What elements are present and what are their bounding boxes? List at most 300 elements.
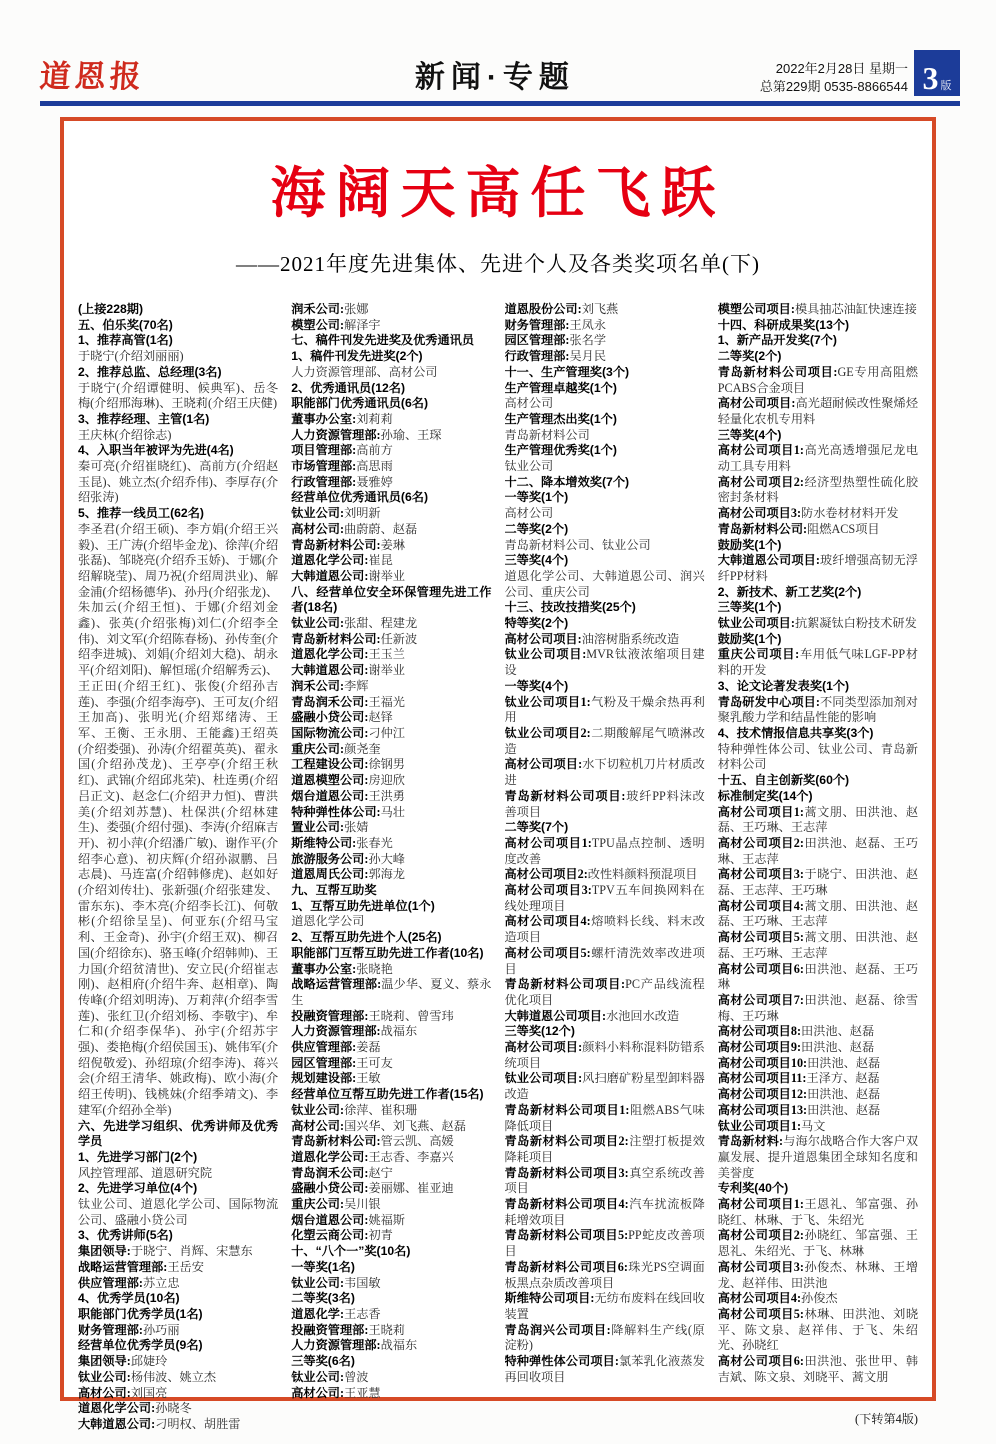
sub-heading: 生产管理杰出奖(1个) <box>504 411 617 426</box>
item-label: 特种弹性体公司项目: <box>504 1354 619 1369</box>
sub-heading: 职能部门互帮互助先进工作者(10名) <box>291 945 484 960</box>
list-item: 青岛新材料公司:阻燃ACS项目 <box>717 521 880 536</box>
sub-heading: 二等奖(3名) <box>291 1291 355 1306</box>
item-label: 高材公司项目3: <box>717 867 804 882</box>
list-item: 钛业公司 <box>504 459 554 474</box>
masthead-divider <box>40 101 960 106</box>
item-label: 高材公司项目11: <box>717 1071 807 1086</box>
list-item: 风控管理部、道恩研究院 <box>78 1165 213 1180</box>
item-label: 高材公司: <box>291 521 345 536</box>
sub-heading: 生产管理优秀奖(1个) <box>504 443 617 458</box>
list-item: 青岛研发中心项目:不同类型添加剂对聚乳酸力学和结晶性能的影响 <box>717 694 918 725</box>
list-item: 于晓宁(介绍谭健明、候典军)、岳冬梅(介绍邢海琳)、王晓莉(介绍王庆健) <box>78 380 279 411</box>
item-label: 盛融小贷公司: <box>291 710 369 725</box>
article-column-2 <box>291 302 491 1444</box>
sub-heading: 职能部门优秀通讯员(6名) <box>291 396 429 411</box>
sub-heading: 三等奖(1个) <box>717 600 782 615</box>
list-item: 供应管理部:姜磊 <box>291 1040 381 1055</box>
item-label: 斯维特公司项目: <box>504 1291 595 1306</box>
item-label: 高材公司项目2: <box>717 474 804 489</box>
list-item: 高材公司项目:油溶树脂系统改造 <box>504 631 680 646</box>
item-label: 青岛新材料公司: <box>291 1134 381 1149</box>
item-label: 投融资管理部: <box>291 1008 369 1023</box>
article-column-1 <box>78 302 278 1444</box>
item-label: 润禾公司: <box>291 678 345 693</box>
list-item: 钛业公司:刘明新 <box>291 506 381 521</box>
list-item: 润禾公司:张娜 <box>291 302 369 316</box>
list-item: 斯维特公司项目:无纺布废料在线回收装置 <box>504 1291 705 1321</box>
list-item: 项目管理部:高前方 <box>291 443 393 458</box>
sub-heading: 二等奖(2个) <box>717 349 782 364</box>
list-item: 道恩股份公司:刘飞燕 <box>504 302 619 316</box>
item-label: 道恩化学公司: <box>291 1149 369 1164</box>
item-label: 钛业公司: <box>291 506 345 521</box>
list-item: 人力资源管理部:战福东 <box>291 1338 418 1353</box>
section-heading: 八、经营单位安全环保管理先进工作者(18名) <box>291 584 492 615</box>
sub-heading: 一等奖(4个) <box>504 678 569 693</box>
list-item: 钛业公司项目:抗絮凝钛白粉技术研发 <box>717 616 917 631</box>
item-label: 供应管理部: <box>78 1275 143 1290</box>
list-item: 高材公司项目5:螺杆清洗效率改进项目 <box>504 945 705 976</box>
list-item: 钛业公司项目2:二期酸解尾气喷淋改造 <box>504 725 705 756</box>
list-item: 青岛新材料公司、钛业公司 <box>504 537 651 552</box>
list-item: 高材公司项目8:田洪池、赵磊 <box>717 1024 875 1039</box>
list-item: 青岛新材料公司项目4:汽车扰流板降耗增效项目 <box>504 1197 705 1227</box>
item-label: 董事办公室: <box>291 961 357 976</box>
item-label: 模塑公司: <box>291 317 345 332</box>
item-label: 董事办公室: <box>291 411 357 426</box>
list-item: 润禾公司:李辉 <box>291 678 369 693</box>
list-item: 园区管理部:张名学 <box>504 333 607 348</box>
list-item: 青岛新材料公司项目6:珠光PS空调面板黑点杂质改善项目 <box>504 1259 705 1290</box>
item-label: 高材公司项目: <box>504 1040 583 1055</box>
item-label: 青岛新材料: <box>717 1134 784 1149</box>
list-item: 高材公司项目11:王泽方、赵磊 <box>717 1071 880 1086</box>
section-heading: 七、稿件刊发先进奖及优秀通讯员 <box>291 333 475 348</box>
newspaper-logo: 道恩报 <box>38 59 147 94</box>
list-item: 行政管理部:聂雅婷 <box>291 474 393 489</box>
item-label: 行政管理部: <box>291 474 357 489</box>
list-item: 青岛新材料公司项目3:真空系统改善项目 <box>504 1165 705 1196</box>
list-item: 道恩化学:王志香 <box>291 1307 381 1321</box>
list-item: 高材公司项目2:田洪池、赵磊、王巧琳、王志萍 <box>717 835 918 866</box>
item-label: 青岛新材料公司项目1: <box>504 1102 630 1117</box>
sub-heading: 4、入职当年被评为先进(4名) <box>78 443 234 458</box>
item-label: 高材公司项目3: <box>717 506 802 521</box>
item-label: 项目管理部: <box>291 443 357 458</box>
sub-heading: 1、推荐高管(1名) <box>78 333 173 348</box>
list-item: 青岛新材料公司:管云凯、高媛 <box>291 1134 454 1149</box>
list-item: 道恩化学公司:王玉兰 <box>291 647 405 662</box>
list-item: 高材公司项目1:蒿文朋、田洪池、赵磊、王巧琳、王志萍 <box>717 804 918 835</box>
list-item: 烟台道恩公司:姚福斯 <box>291 1212 405 1227</box>
list-item: 盛融小贷公司:赵铎 <box>291 710 393 725</box>
sub-heading: 1、稿件刊发先进奖(2个) <box>291 349 423 364</box>
list-item: 钛业公司:曾波 <box>291 1369 369 1384</box>
item-label: 钛业公司项目: <box>504 1071 583 1086</box>
item-label: 烟台道恩公司: <box>291 1212 369 1227</box>
item-label: 高材公司项目8: <box>717 1024 802 1039</box>
list-item: 高材公司项目3:TPV五车间换网料在线处理项目 <box>504 883 705 913</box>
item-label: 青岛新材料公司项目: <box>504 788 626 803</box>
list-item: 大韩道恩公司项目:玻纤增强高韧无浮纤PP材料 <box>717 553 918 583</box>
item-label: 道恩化学公司: <box>78 1401 156 1416</box>
item-label: 大韩道恩公司: <box>291 663 369 678</box>
list-item: 大韩道恩公司:谢举业 <box>291 568 405 583</box>
list-item: 高材公司项目2:改性料颜料预混项目 <box>504 867 698 882</box>
list-item: 集团领导:邱婕玲 <box>78 1354 168 1369</box>
list-item: 青岛润禾公司:赵宁 <box>291 1165 393 1180</box>
list-item: 集团领导:于晓宁、肖辉、宋慧东 <box>78 1244 253 1259</box>
item-label: 青岛新材料公司项目3: <box>504 1165 629 1180</box>
sub-heading: 4、优秀学员(10名) <box>78 1291 180 1306</box>
list-item: 重庆公司项目:车用低气味LGF-PP材料的开发 <box>717 647 918 678</box>
item-label: 高材公司项目4: <box>717 1291 802 1306</box>
list-item: 青岛新材料公司:任新波 <box>291 631 418 646</box>
item-label: 重庆公司: <box>291 741 345 756</box>
list-item: 高材公司项目3:防水卷材材料开发 <box>717 506 899 521</box>
item-label: 供应管理部: <box>291 1040 357 1055</box>
sub-heading: 2、优秀通讯员(12名) <box>291 380 406 395</box>
item-label: 战略运营管理部: <box>78 1259 168 1274</box>
sub-heading: 三等奖(12个) <box>504 1024 575 1039</box>
sub-heading: 1、互帮互助先进单位(1个) <box>291 898 435 913</box>
item-label: 钛业公司项目: <box>717 616 795 631</box>
item-label: 大韩道恩公司: <box>78 1416 156 1431</box>
item-label: 园区管理部: <box>291 1055 357 1070</box>
list-item: 高材公司项目7:田洪池、赵磊、徐雪梅、王巧琳 <box>717 992 918 1023</box>
section-heading: 十三、技改技措奖(25个) <box>504 600 636 615</box>
list-item: 投融资管理部:王晓莉、曾雪玮 <box>291 1008 454 1023</box>
item-label: 园区管理部: <box>504 333 570 348</box>
item-label: 战略运营管理部: <box>291 977 382 992</box>
list-item: 道恩化学公司 <box>291 914 365 929</box>
list-item: 钛业公司项目1:气粉及干燥余热再利用 <box>504 694 705 725</box>
list-item: 重庆公司:吴川银 <box>291 1197 381 1212</box>
list-item: 钛业公司:杨伟波、姚立杰 <box>78 1369 217 1384</box>
list-item: 高材公司 <box>504 506 554 521</box>
sub-heading: 专利奖(40个) <box>717 1181 789 1196</box>
sub-heading: 职能部门优秀学员(1名) <box>78 1307 203 1321</box>
list-item: 高材公司项目5:蒿文朋、田洪池、赵磊、王巧琳、王志萍 <box>717 930 918 960</box>
item-label: 钛业公司: <box>78 1369 131 1384</box>
list-item: 人力资源管理部:孙瑜、王琛 <box>291 427 442 442</box>
item-label: 高材公司项目: <box>504 631 582 646</box>
list-item: 董事办公室:张晓艳 <box>291 961 393 976</box>
list-item: 钛业公司、道恩化学公司、国际物流公司、盛融小贷公司 <box>78 1197 279 1227</box>
section-heading: 九、互帮互助奖 <box>291 883 377 898</box>
item-label: 高材公司项目10: <box>717 1055 808 1070</box>
list-item: 道恩化学公司:崔昆 <box>291 553 393 568</box>
list-item: (下转第4版) <box>855 1411 918 1426</box>
item-label: 重庆公司: <box>291 1197 345 1212</box>
item-label: 青岛新材料公司项目4: <box>504 1197 629 1212</box>
item-label: 钛业公司: <box>291 1275 345 1290</box>
item-label: 模塑公司项目: <box>717 302 795 316</box>
item-label: 青岛润禾公司: <box>291 1165 369 1180</box>
sub-heading: 1、先进学习部门(2个) <box>78 1149 198 1164</box>
item-label: 钛业公司项目2: <box>504 725 591 740</box>
list-item: 市场管理部:高思雨 <box>291 459 393 474</box>
item-label: 高材公司项目2: <box>717 835 804 850</box>
list-item: 特种弹性体公司项目:氯苯乳化液蒸发再回收项目 <box>504 1354 705 1384</box>
list-item: 李圣君(介绍王硕)、李方娟(介绍王兴毅)、王广涛(介绍毕金龙)、徐萍(介绍张磊)、邹晓亮(介绍乔玉娇)、于娜(介绍解晓莹)、周乃祝(介绍周洪业)、解金浦(介绍杨德华)、孙丹(介绍张龙)、朱加云(介绍王恒)、于娜(介绍刘金鑫)、张英(介绍张梅)刘仁(介绍李全伟)、刘文军(介绍陈春杨)、孙传奎(介绍李进城)、刘娟(介绍刘大稳)、胡永平(介绍刘阳)、解恒瑶(介绍解秀云)、王正田(介绍王红)、张俊(介绍孙吉莲)、李强(介绍李海亭)、王可友(介绍王加高)、张明光(介绍郑绪涛、王军、王衡、王永朋、王能鑫)王绍英(介绍娄强)、孙涛(介绍翟英英)、翟永国(介绍孙茂龙)、王亭亭(介绍王秋红)、武锦(介绍邱兆荣)、杜连勇(介绍吕正文)、赵念仁(介绍尹力恒)、曹洪美(介绍刘苏慧)、杜保洪(介绍林建生)、娄强(介绍付强)、李涛(介绍麻吉开)、初小萍(介绍潘广敏)、谢作平(介绍李心意)、初庆辉(介绍孙淑鹏、吕志晨)、马连富(介绍韩修虎)、赵如好(介绍刘传壮)、张新强(介绍张建发、雷东东)、李木亮(介绍李长江)、何敬彬(介绍徐呈呈)、何亚东(介绍马宝利、王金奇)、孙宇(介绍王双)、柳召国(介绍徐东)、骆玉峰(介绍韩帅)、王力国(介绍贫清世)、安立民(介绍崔志刚)、赵相府(介绍牛奔、赵相章)、陶传峰(介绍刘明涛)、万莉萍(介绍李雪莲)、张红卫(介绍刘杨、李敬宇)、牟仁和(介绍李保华)、孙宇(介绍苏宇强)、娄艳梅(介绍侯国玉)、姚伟军(介绍倪敬爱)、孙绍琼(介绍李涛)、蒋兴会(介绍王清华、姚政梅)、欧小海(介绍王传明)、钱桃妹(介绍季靖文)、李建军(介绍孙全举) <box>78 521 279 1117</box>
list-item: 模塑公司:解泽宇 <box>291 317 381 332</box>
list-item: 高材公司项目4:熔喷料长线、料末改造项目 <box>504 914 705 945</box>
item-label: 润禾公司: <box>291 302 345 316</box>
item-label: 青岛新材料公司项目: <box>504 977 626 992</box>
list-item: 烟台道恩公司:王洪勇 <box>291 788 405 803</box>
item-label: 人力资源管理部: <box>291 1338 381 1353</box>
list-item: 旅游服务公司:孙大峰 <box>291 851 405 866</box>
item-label: 特种弹性体公司: <box>291 804 381 819</box>
list-item: 高材公司项目1:王恩礼、邹富强、孙晓红、林琳、于飞、朱绍光 <box>717 1197 918 1227</box>
item-label: 高材公司项目1: <box>717 804 804 819</box>
item-label: 青岛新材料公司项目5: <box>504 1228 629 1243</box>
sub-heading: 鼓励奖(1个) <box>717 537 782 552</box>
item-label: 高材公司项目12: <box>717 1087 808 1102</box>
list-item: 道恩化学公司、大韩道恩公司、润兴公司、重庆公司 <box>504 568 705 599</box>
sub-heading: (上接228期) <box>78 302 144 316</box>
list-item: 高材公司:王亚慧 <box>291 1385 381 1400</box>
list-item: 投融资管理部:王晓莉 <box>291 1322 405 1337</box>
sub-heading: 标准制定奖(14个) <box>717 788 813 803</box>
article-headline: 海阔天高任飞跃 <box>270 162 726 224</box>
list-item: 青岛新材料:与海尔战略合作大客户双赢发展、提升道恩集团全球知名度和美誉度 <box>717 1134 918 1180</box>
list-item: 高材公司项目:高光超耐候改性聚烯烃轻量化农机专用料 <box>717 396 918 426</box>
list-item: 秦可亮(介绍崔晓红)、高前方(介绍赵玉昆)、姚立杰(介绍乔伟)、李厚存(介绍张涛) <box>78 459 279 505</box>
list-item: 青岛新材料公司:姜琳 <box>291 537 405 552</box>
article-column-4 <box>718 302 918 1444</box>
list-item: 重庆公司:颜尧奎 <box>291 741 381 756</box>
item-label: 青岛新材料公司项目: <box>717 364 838 379</box>
list-item: 人力资源管理部、高材公司 <box>291 364 438 379</box>
item-label: 高材公司项目5: <box>717 1307 804 1321</box>
item-label: 高材公司项目5: <box>717 930 804 945</box>
sub-heading: 二等奖(7个) <box>504 820 569 835</box>
section-heading: 十二、降本增效奖(7个) <box>504 474 630 489</box>
list-item: 人力资源管理部:战福东 <box>291 1024 418 1039</box>
item-label: 道恩周氏公司: <box>291 867 369 882</box>
list-item: 高材公司项目5:林琳、田洪池、刘晓平、陈文泉、赵祥伟、于飞、朱绍光、孙晓红 <box>717 1307 918 1353</box>
list-item: 工程建设公司:徐钢男 <box>291 757 405 772</box>
list-item: 高材公司项目4:孙俊杰 <box>717 1291 838 1306</box>
page-label: 版 <box>940 80 952 92</box>
list-item: 特种弹性体公司:马壮 <box>291 804 405 819</box>
list-item: 财务管理部:孙巧丽 <box>78 1322 180 1337</box>
list-item: 特种弹性体公司、钛业公司、青岛新材料公司 <box>717 741 918 772</box>
list-item: 钛业公司项目:风扫磨矿粉星型卸料器改造 <box>504 1071 705 1102</box>
item-label: 斯维特公司: <box>291 835 357 850</box>
item-label: 规划建设部: <box>291 1071 357 1086</box>
sub-heading: 鼓励奖(1个) <box>717 631 782 646</box>
sub-heading: 2、先进学习单位(4个) <box>78 1181 198 1196</box>
item-label: 道恩化学公司: <box>291 553 369 568</box>
list-item: 高材公司项目1:TPU晶点控制、透明度改善 <box>504 835 705 866</box>
item-label: 行政管理部: <box>504 349 570 364</box>
list-item: 高材公司项目:水下切粒机刀片材质改进 <box>504 757 705 788</box>
list-item: 道恩化学公司:孙晓冬 <box>78 1401 192 1416</box>
sub-heading: 1、新产品开发奖(7个) <box>717 333 837 348</box>
section-heading: 六、先进学习组织、优秀讲师及优秀学员 <box>78 1118 279 1149</box>
sub-heading: 5、推荐一线员工(62名) <box>78 506 204 521</box>
list-item: 钛业公司项目:MVR钛液浓缩项目建设 <box>504 647 705 678</box>
list-item: 青岛新材料公司项目:玻纤PP料沫改善项目 <box>504 788 705 819</box>
sub-heading: 经营单位优秀学员(9名) <box>78 1338 203 1353</box>
item-label: 高材公司项目1: <box>717 1197 804 1212</box>
list-item: 斯维特公司:张春光 <box>291 835 393 850</box>
list-item: 规划建设部:王敏 <box>291 1071 381 1086</box>
item-label: 道恩化学: <box>291 1307 345 1321</box>
list-item: 高材公司 <box>504 396 554 411</box>
list-item: 青岛新材料公司项目:GE专用高阻燃PCABS合金项目 <box>717 364 918 395</box>
list-item: 国际物流公司:刁仲江 <box>291 725 405 740</box>
article-columns <box>78 302 918 1444</box>
list-item: 高材公司项目12:田洪池、赵磊 <box>717 1087 881 1102</box>
item-label: 烟台道恩公司: <box>291 788 369 803</box>
list-item: 高材公司项目2:经济型热塑性硫化胶密封条材料 <box>717 474 918 505</box>
item-label: 人力资源管理部: <box>291 1024 381 1039</box>
list-item: 化塑云商公司:初青 <box>291 1228 393 1243</box>
item-label: 化塑云商公司: <box>291 1228 369 1243</box>
item-label: 钛业公司项目1: <box>504 694 591 709</box>
list-item: 钛业公司:张甜、程建龙 <box>291 616 418 631</box>
item-label: 高材公司项目3: <box>717 1259 804 1274</box>
list-item: 高材公司:刘国亮 <box>78 1385 168 1400</box>
list-item: 董事办公室:刘莉莉 <box>291 411 393 426</box>
item-label: 青岛新材料公司项目2: <box>504 1134 629 1149</box>
item-label: 高材公司项目7: <box>717 992 804 1007</box>
item-label: 市场管理部: <box>291 459 357 474</box>
list-item: 战略运营管理部:王岳安 <box>78 1259 204 1274</box>
list-item: 行政管理部:吴月民 <box>504 349 607 364</box>
item-label: 高材公司项目: <box>717 396 796 411</box>
section-heading: 十、“八个一”奖(10名) <box>291 1244 411 1259</box>
sub-heading: 三等奖(4个) <box>717 427 782 442</box>
item-label: 集团领导: <box>78 1354 131 1369</box>
section-heading: 五、伯乐奖(70名) <box>78 317 173 332</box>
sub-heading: 2、互帮互助先进个人(25名) <box>291 930 442 945</box>
page-number-box <box>914 50 960 96</box>
list-item: 王庆林(介绍徐志) <box>78 427 172 442</box>
list-item: 道恩周氏公司:郭海龙 <box>291 867 405 882</box>
item-label: 青岛研发中心项目: <box>717 694 820 709</box>
list-item: 供应管理部:苏立忠 <box>78 1275 180 1290</box>
list-item: 青岛新材料公司项目:PC产品线流程优化项目 <box>504 977 705 1007</box>
sub-heading: 生产管理卓越奖(1个) <box>504 380 617 395</box>
section-title: 新闻·专题 <box>414 61 575 94</box>
item-label: 青岛润兴公司项目: <box>504 1322 611 1337</box>
item-label: 重庆公司项目: <box>717 647 800 662</box>
item-label: 财务管理部: <box>504 317 570 332</box>
sub-heading: 三等奖(4个) <box>504 553 569 568</box>
issue-line: 总第229期 0535-8866544 <box>759 78 908 94</box>
sub-heading: 一等奖(1名) <box>291 1259 355 1274</box>
item-label: 工程建设公司: <box>291 757 369 772</box>
list-item: 高材公司项目4:蒿文朋、田洪池、赵磊、王巧琳、王志萍 <box>717 898 918 929</box>
section-heading: 十五、自主创新奖(60个) <box>717 773 850 788</box>
item-label: 高材公司项目4: <box>717 898 804 913</box>
list-item: 青岛新材料公司项目1:阻燃ABS气味降低项目 <box>504 1102 705 1133</box>
sub-heading: 4、技术情报信息共享奖(3个) <box>717 725 874 740</box>
list-item: 钛业公司项目1:马文 <box>717 1118 826 1133</box>
item-label: 人力资源管理部: <box>291 427 381 442</box>
list-item: 高材公司项目3:孙俊杰、林琳、王增龙、赵祥伟、田洪池 <box>717 1259 918 1290</box>
list-item: 高材公司项目2:孙晓红、邹富强、王恩礼、朱绍光、于飞、林琳 <box>717 1228 918 1259</box>
article-frame <box>60 117 936 1431</box>
item-label: 高材公司项目6: <box>717 961 804 976</box>
item-label: 投融资管理部: <box>291 1322 369 1337</box>
item-label: 钛业公司项目1: <box>717 1118 802 1133</box>
list-item: 高材公司项目10:田洪池、赵磊 <box>717 1055 881 1070</box>
item-label: 青岛新材料公司项目6: <box>504 1259 628 1274</box>
item-label: 青岛润禾公司: <box>291 694 369 709</box>
list-item: 园区管理部:王可友 <box>291 1055 393 1070</box>
item-label: 高材公司项目1: <box>504 835 592 850</box>
list-item: 青岛新材料公司项目2:注塑打板提效降耗项目 <box>504 1134 705 1164</box>
list-item: 战略运营管理部:温少华、夏义、蔡永生 <box>291 977 492 1007</box>
section-heading: 十一、生产管理奖(3个) <box>504 364 630 379</box>
item-label: 大韩道恩公司项目: <box>717 553 820 568</box>
list-item: 大韩道恩公司:谢举业 <box>291 663 405 678</box>
list-item: 大韩道恩公司:刁明权、胡胜雷 <box>78 1416 241 1431</box>
list-item: 高材公司项目13:田洪池、赵磊 <box>717 1102 881 1117</box>
list-item: 高材公司:曲蔚蔚、赵磊 <box>291 521 418 536</box>
item-label: 钛业公司: <box>291 616 345 631</box>
item-label: 高材公司项目: <box>504 757 583 772</box>
item-label: 青岛新材料公司: <box>291 631 381 646</box>
list-item: 高材公司项目9:田洪池、赵磊 <box>717 1040 875 1055</box>
item-label: 集团领导: <box>78 1244 131 1259</box>
list-item: 青岛新材料公司项目5:PP蛇皮改善项目 <box>504 1228 705 1259</box>
item-label: 青岛新材料公司: <box>291 537 381 552</box>
sub-heading: 3、优秀讲师(5名) <box>78 1228 173 1243</box>
list-item: 模塑公司项目:模具抽芯油缸快速连接 <box>717 302 917 316</box>
item-label: 财务管理部: <box>78 1322 143 1337</box>
item-label: 旅游服务公司: <box>291 851 369 866</box>
item-label: 高材公司: <box>291 1385 345 1400</box>
item-label: 钛业公司: <box>291 1369 345 1384</box>
item-label: 置业公司: <box>291 820 345 835</box>
list-item: 高材公司项目6:田洪池、赵磊、王巧琳 <box>717 961 918 992</box>
sub-heading: 经营单位优秀通讯员(6名) <box>291 490 429 505</box>
list-item: 高材公司项目6:田洪池、张世甲、韩吉斌、陈文泉、刘晓平、蒿文朋 <box>717 1354 918 1384</box>
item-label: 高材公司项目6: <box>717 1354 804 1369</box>
item-label: 高材公司项目9: <box>717 1040 802 1055</box>
item-label: 高材公司项目2: <box>504 867 588 882</box>
item-label: 盛融小贷公司: <box>291 1181 369 1196</box>
item-label: 高材公司项目4: <box>504 914 591 929</box>
list-item: 青岛润兴公司项目:降解料生产线(原淀粉) <box>504 1322 705 1353</box>
sub-heading: 一等奖(1个) <box>504 490 569 505</box>
article-column-3 <box>505 302 705 1444</box>
article-subtitle: ——2021年度先进集体、先进个人及各类奖项名单(下) <box>236 252 760 276</box>
sub-heading: 3、推荐经理、主管(1名) <box>78 411 210 426</box>
list-item: 青岛新材料公司 <box>504 427 590 442</box>
item-label: 青岛新材料公司: <box>717 521 808 536</box>
item-label: 高材公司: <box>291 1118 345 1133</box>
list-item: 大韩道恩公司项目:水池回水改造 <box>504 1008 680 1023</box>
sub-heading: 特等奖(2个) <box>504 616 569 631</box>
item-label: 大韩道恩公司项目: <box>504 1008 607 1023</box>
list-item: 财务管理部:王凤永 <box>504 317 607 332</box>
list-item: 高材公司项目3:于晓宁、田洪池、赵磊、王志萍、王巧琳 <box>717 867 918 898</box>
list-item: 置业公司:张婧 <box>291 820 369 835</box>
list-item: 道恩模塑公司:房迎欣 <box>291 773 405 788</box>
list-item: 钛业公司:韦国敏 <box>291 1275 381 1290</box>
sub-heading: 三等奖(6名) <box>291 1354 355 1369</box>
item-label: 道恩模塑公司: <box>291 773 369 788</box>
